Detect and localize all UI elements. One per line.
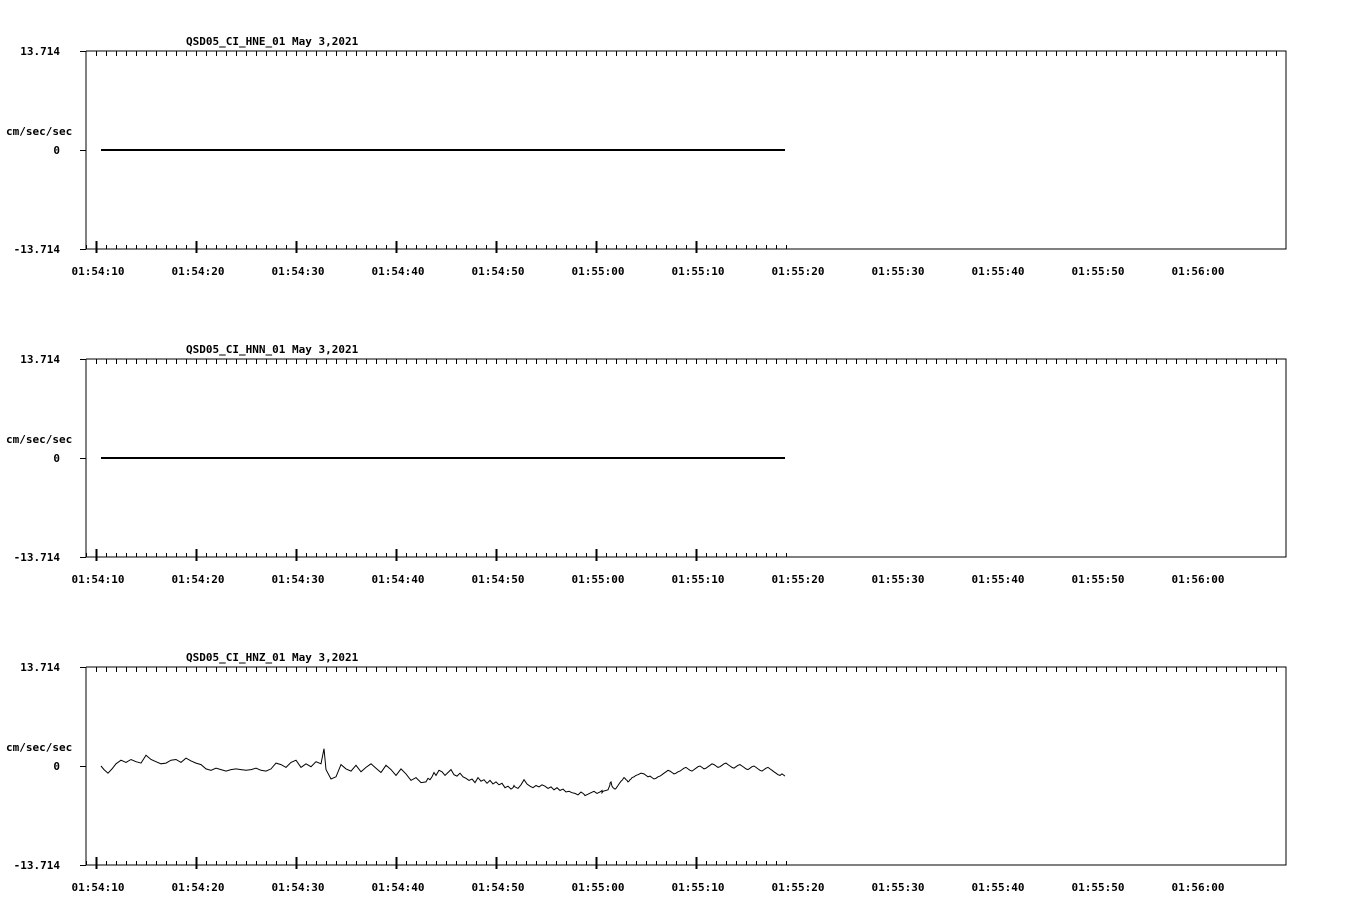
x-tick-label: 01:55:20 bbox=[771, 881, 825, 894]
y-tick-label: 13.714 bbox=[20, 661, 60, 674]
x-tick-label: 01:56:00 bbox=[1171, 573, 1225, 586]
x-tick-label: 01:55:30 bbox=[871, 265, 925, 278]
x-tick-label: 01:54:50 bbox=[471, 881, 525, 894]
y-tick-label: 13.714 bbox=[20, 45, 60, 58]
chart-title: QSD05_CI_HNE_01 May 3,2021 bbox=[186, 35, 359, 48]
y-axis-label: cm/sec/sec bbox=[6, 741, 73, 754]
x-tick-label: 01:54:30 bbox=[271, 573, 325, 586]
x-tick-label: 01:54:20 bbox=[171, 881, 225, 894]
chart-panel-2 bbox=[6, 343, 1286, 586]
x-tick-label: 01:55:40 bbox=[971, 265, 1025, 278]
x-tick-label: 01:55:10 bbox=[671, 265, 725, 278]
x-tick-label: 01:55:50 bbox=[1071, 881, 1125, 894]
x-tick-label: 01:55:20 bbox=[771, 573, 825, 586]
x-tick-label: 01:55:20 bbox=[771, 265, 825, 278]
x-tick-label: 01:55:00 bbox=[571, 573, 625, 586]
x-tick-label: 01:54:20 bbox=[171, 265, 225, 278]
y-tick-label: -13.714 bbox=[13, 243, 60, 256]
x-tick-label: 01:54:40 bbox=[371, 573, 425, 586]
x-tick-label: 01:54:40 bbox=[371, 265, 425, 278]
chart-title: QSD05_CI_HNZ_01 May 3,2021 bbox=[186, 651, 359, 664]
x-tick-label: 01:54:50 bbox=[471, 265, 525, 278]
x-minor-ticks bbox=[87, 553, 787, 557]
chart-panel-1 bbox=[6, 35, 1286, 278]
y-tick-label: -13.714 bbox=[13, 859, 60, 872]
x-minor-ticks bbox=[87, 861, 787, 865]
y-ticks bbox=[80, 52, 86, 250]
x-tick-label: 01:54:10 bbox=[71, 573, 125, 586]
x-tick-label: 01:55:30 bbox=[871, 573, 925, 586]
x-tick-label: 01:55:50 bbox=[1071, 265, 1125, 278]
x-tick-label: 01:55:10 bbox=[671, 881, 725, 894]
x-tick-label: 01:55:40 bbox=[971, 573, 1025, 586]
top-axis-ticks bbox=[97, 667, 1277, 672]
x-tick-label: 01:54:30 bbox=[271, 265, 325, 278]
y-tick-label: 13.714 bbox=[20, 353, 60, 366]
y-tick-label: 0 bbox=[53, 452, 60, 465]
y-axis-label: cm/sec/sec bbox=[6, 125, 73, 138]
top-axis-ticks bbox=[97, 51, 1277, 56]
x-tick-label: 01:55:10 bbox=[671, 573, 725, 586]
series-line-1 bbox=[101, 749, 785, 796]
y-ticks bbox=[80, 668, 86, 866]
x-tick-label: 01:55:40 bbox=[971, 881, 1025, 894]
y-ticks bbox=[80, 360, 86, 558]
x-tick-label: 01:54:20 bbox=[171, 573, 225, 586]
x-tick-label: 01:54:50 bbox=[471, 573, 525, 586]
y-tick-label: -13.714 bbox=[13, 551, 60, 564]
x-tick-label: 01:54:10 bbox=[71, 881, 125, 894]
y-tick-label: 0 bbox=[53, 144, 60, 157]
y-axis-label: cm/sec/sec bbox=[6, 433, 73, 446]
x-tick-label: 01:54:10 bbox=[71, 265, 125, 278]
x-tick-label: 01:56:00 bbox=[1171, 881, 1225, 894]
x-tick-label: 01:56:00 bbox=[1171, 265, 1225, 278]
x-tick-label: 01:54:40 bbox=[371, 881, 425, 894]
chart-panel-3 bbox=[6, 651, 1286, 894]
x-tick-label: 01:55:50 bbox=[1071, 573, 1125, 586]
x-tick-label: 01:54:30 bbox=[271, 881, 325, 894]
x-tick-label: 01:55:00 bbox=[571, 881, 625, 894]
plot-frame bbox=[86, 667, 1286, 865]
y-tick-label: 0 bbox=[53, 760, 60, 773]
chart-title: QSD05_CI_HNN_01 May 3,2021 bbox=[186, 343, 359, 356]
top-axis-ticks bbox=[97, 359, 1277, 364]
x-tick-label: 01:55:00 bbox=[571, 265, 625, 278]
x-minor-ticks bbox=[87, 245, 787, 249]
x-tick-label: 01:55:30 bbox=[871, 881, 925, 894]
